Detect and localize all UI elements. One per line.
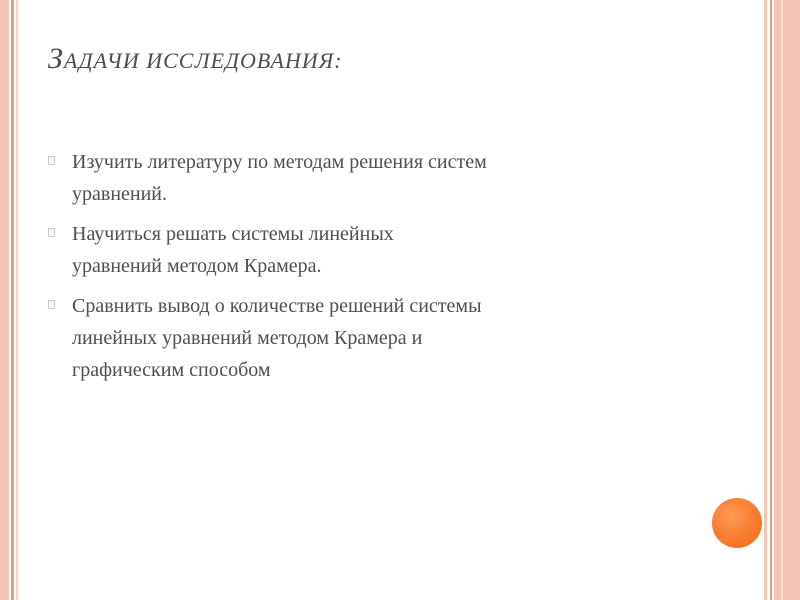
bullet-square-icon	[48, 156, 55, 165]
bullet-square-icon	[48, 228, 55, 237]
bullet-line: Изучить литературу по методам решения систем	[72, 151, 487, 173]
bullet-line: Научиться решать системы линейных	[72, 223, 394, 245]
bullet-line: линейных уравнений методом Крамера и	[72, 327, 423, 349]
right-border-stripe	[770, 0, 772, 600]
slide-title-rest: АДАЧИ ИССЛЕДОВАНИЯ:	[63, 48, 343, 73]
bullet-line: Сравнить вывод о количестве решений системы	[72, 295, 482, 317]
right-border-stripe	[774, 0, 800, 600]
bullet-line: графическим способом	[72, 359, 271, 381]
bullet-square-icon	[48, 300, 55, 309]
bullet-line: уравнений.	[72, 183, 168, 205]
bullet-item	[48, 218, 668, 282]
slide-title-initial: З	[48, 42, 64, 75]
left-border-stripe	[16, 0, 18, 600]
right-border-stripe	[764, 0, 767, 600]
orange-circle-icon	[712, 498, 762, 548]
bullet-item	[48, 290, 668, 386]
left-border-stripe	[11, 0, 14, 600]
left-border-stripe	[0, 0, 9, 600]
right-border-stripe	[781, 0, 783, 600]
bullet-line: уравнений методом Крамера.	[72, 255, 322, 277]
bullet-list	[48, 146, 668, 394]
slide-title	[48, 42, 343, 76]
bullet-item	[48, 146, 668, 210]
